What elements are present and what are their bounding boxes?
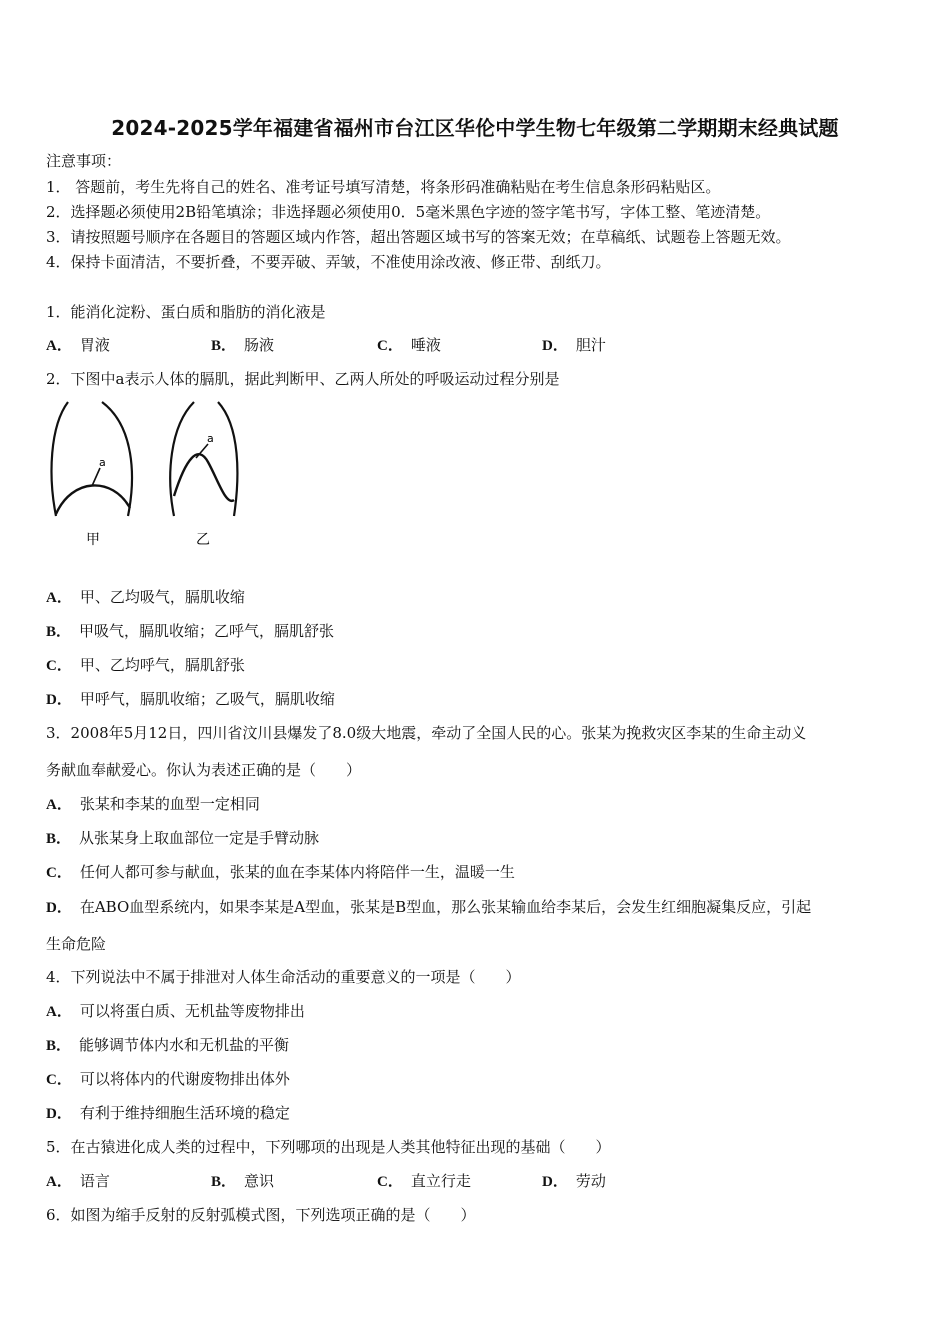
q3-stem-line1: 3．2008年5月12日，四川省汶川县爆发了8.0级大地震，牵动了全国人民的心。张某为挽救灾区李某的生命主动义 xyxy=(46,724,807,742)
option-text: 劳动 xyxy=(575,1172,606,1190)
q3-option-b[interactable] xyxy=(46,827,319,848)
q4-option-b[interactable] xyxy=(46,1034,289,1055)
q4-option-c[interactable] xyxy=(46,1068,290,1089)
option-label: A． xyxy=(46,338,72,354)
notice-item: 1． 答题前，考生先将自己的姓名、准考证号填写清楚，将条形码准确粘贴在考生信息条形码粘贴区。 xyxy=(46,178,721,196)
option-text: 可以将蛋白质、无机盐等废物排出 xyxy=(79,1002,305,1020)
option-label: B． xyxy=(46,1038,72,1054)
option-text: 意识 xyxy=(244,1172,275,1190)
option-label: C． xyxy=(46,1072,72,1088)
option-label: C． xyxy=(377,338,403,354)
option-text: 甲、乙均吸气，膈肌收缩 xyxy=(79,588,245,606)
q2-option-a[interactable] xyxy=(46,586,245,607)
q1-stem: 1．能消化淀粉、蛋白质和脂肪的消化液是 xyxy=(46,303,326,321)
option-label: B． xyxy=(211,1174,237,1190)
option-label: D． xyxy=(46,692,72,708)
q1-option-c[interactable] xyxy=(377,334,441,355)
option-label: D． xyxy=(46,900,72,916)
exam-title: 2024-2025学年福建省福州市台江区华伦中学生物七年级第二学期期末经典试题 xyxy=(111,116,839,140)
option-text: 甲呼气，膈肌收缩；乙吸气，膈肌收缩 xyxy=(79,690,335,708)
q5-option-c[interactable] xyxy=(377,1170,471,1191)
q3-option-d-continued: 生命危险 xyxy=(46,935,107,953)
option-text: 直立行走 xyxy=(410,1172,471,1190)
option-label: A． xyxy=(46,590,72,606)
option-label: D． xyxy=(542,338,568,354)
notice-item: 4．保持卡面清洁，不要折叠，不要弄破、弄皱，不准使用涂改液、修正带、刮纸刀。 xyxy=(46,253,611,271)
q5-option-b[interactable] xyxy=(211,1170,274,1191)
q3-option-d[interactable] xyxy=(46,896,811,917)
option-text: 甲吸气，膈肌收缩；乙呼气，膈肌舒张 xyxy=(79,622,335,640)
q3-option-a[interactable] xyxy=(46,793,260,814)
diaphragm-figure xyxy=(46,396,256,556)
q2-option-c[interactable] xyxy=(46,654,245,675)
option-text: 有利于维持细胞生活环境的稳定 xyxy=(79,1104,290,1122)
q3-stem-line2: 务献血奉献爱心。你认为表述正确的是（ ） xyxy=(46,761,362,779)
diaphragm-jia xyxy=(56,485,130,514)
option-label: B． xyxy=(46,831,72,847)
option-text: 甲、乙均呼气，膈肌舒张 xyxy=(79,656,245,674)
option-label: A． xyxy=(46,1174,72,1190)
option-label: C． xyxy=(46,658,72,674)
option-text: 任何人都可参与献血，张某的血在李某体内将陪伴一生，温暖一生 xyxy=(79,863,515,881)
q1-option-d[interactable] xyxy=(542,334,606,355)
q2-option-d[interactable] xyxy=(46,688,335,709)
option-text: 肠液 xyxy=(244,336,275,354)
option-text: 语言 xyxy=(79,1172,110,1190)
q2-stem: 2．下图中a表示人体的膈肌，据此判断甲、乙两人所处的呼吸运动过程分别是 xyxy=(46,370,560,388)
diaphragm-label-a: a xyxy=(99,456,106,469)
chest-outline-left xyxy=(52,402,132,516)
option-text: 张某和李某的血型一定相同 xyxy=(79,795,260,813)
q3-option-c[interactable] xyxy=(46,861,515,882)
q4-option-d[interactable] xyxy=(46,1102,290,1123)
diaphragm-label-a: a xyxy=(207,432,214,445)
notice-heading: 注意事项： xyxy=(46,152,122,170)
q1-option-a[interactable] xyxy=(46,334,110,355)
option-text: 从张某身上取血部位一定是手臂动脉 xyxy=(79,829,320,847)
diaphragm-yi xyxy=(174,454,234,501)
option-text: 唾液 xyxy=(410,336,441,354)
option-label: C． xyxy=(46,865,72,881)
option-label: A． xyxy=(46,1004,72,1020)
option-label: A． xyxy=(46,797,72,813)
option-label: C． xyxy=(377,1174,403,1190)
option-label: B． xyxy=(211,338,237,354)
q2-option-b[interactable] xyxy=(46,620,334,641)
diaphragm-pointer-jia xyxy=(92,468,100,486)
option-label: D． xyxy=(46,1106,72,1122)
figure-caption-jia: 甲 xyxy=(86,532,100,548)
option-label: B． xyxy=(46,624,72,640)
q4-option-a[interactable] xyxy=(46,1000,305,1021)
option-label: D． xyxy=(542,1174,568,1190)
option-text: 胃液 xyxy=(79,336,110,354)
option-text: 可以将体内的代谢废物排出体外 xyxy=(79,1070,290,1088)
notice-item: 2．选择题必须使用2B铅笔填涂；非选择题必须使用0．5毫米黑色字迹的签字笔书写，字体工整、笔迹清楚。 xyxy=(46,203,771,221)
option-text: 能够调节体内水和无机盐的平衡 xyxy=(79,1036,290,1054)
q5-stem: 5．在古猿进化成人类的过程中，下列哪项的出现是人类其他特征出现的基础（ ） xyxy=(46,1138,611,1156)
q6-stem: 6．如图为缩手反射的反射弧模式图，下列选项正确的是（ ） xyxy=(46,1206,476,1224)
option-text: 胆汁 xyxy=(575,336,606,354)
option-text: 在ABO血型系统内，如果李某是A型血，张某是B型血，那么张某输血给李某后，会发生红细胞凝集反应，引起 xyxy=(79,898,812,916)
figure-caption-yi: 乙 xyxy=(196,532,210,548)
q5-option-d[interactable] xyxy=(542,1170,606,1191)
q4-stem: 4．下列说法中不属于排泄对人体生命活动的重要意义的一项是（ ） xyxy=(46,968,521,986)
q1-option-b[interactable] xyxy=(211,334,274,355)
q5-option-a[interactable] xyxy=(46,1170,110,1191)
notice-item: 3．请按照题号顺序在各题目的答题区域内作答，超出答题区域书写的答案无效；在草稿纸、试题卷上答题无效。 xyxy=(46,228,791,246)
